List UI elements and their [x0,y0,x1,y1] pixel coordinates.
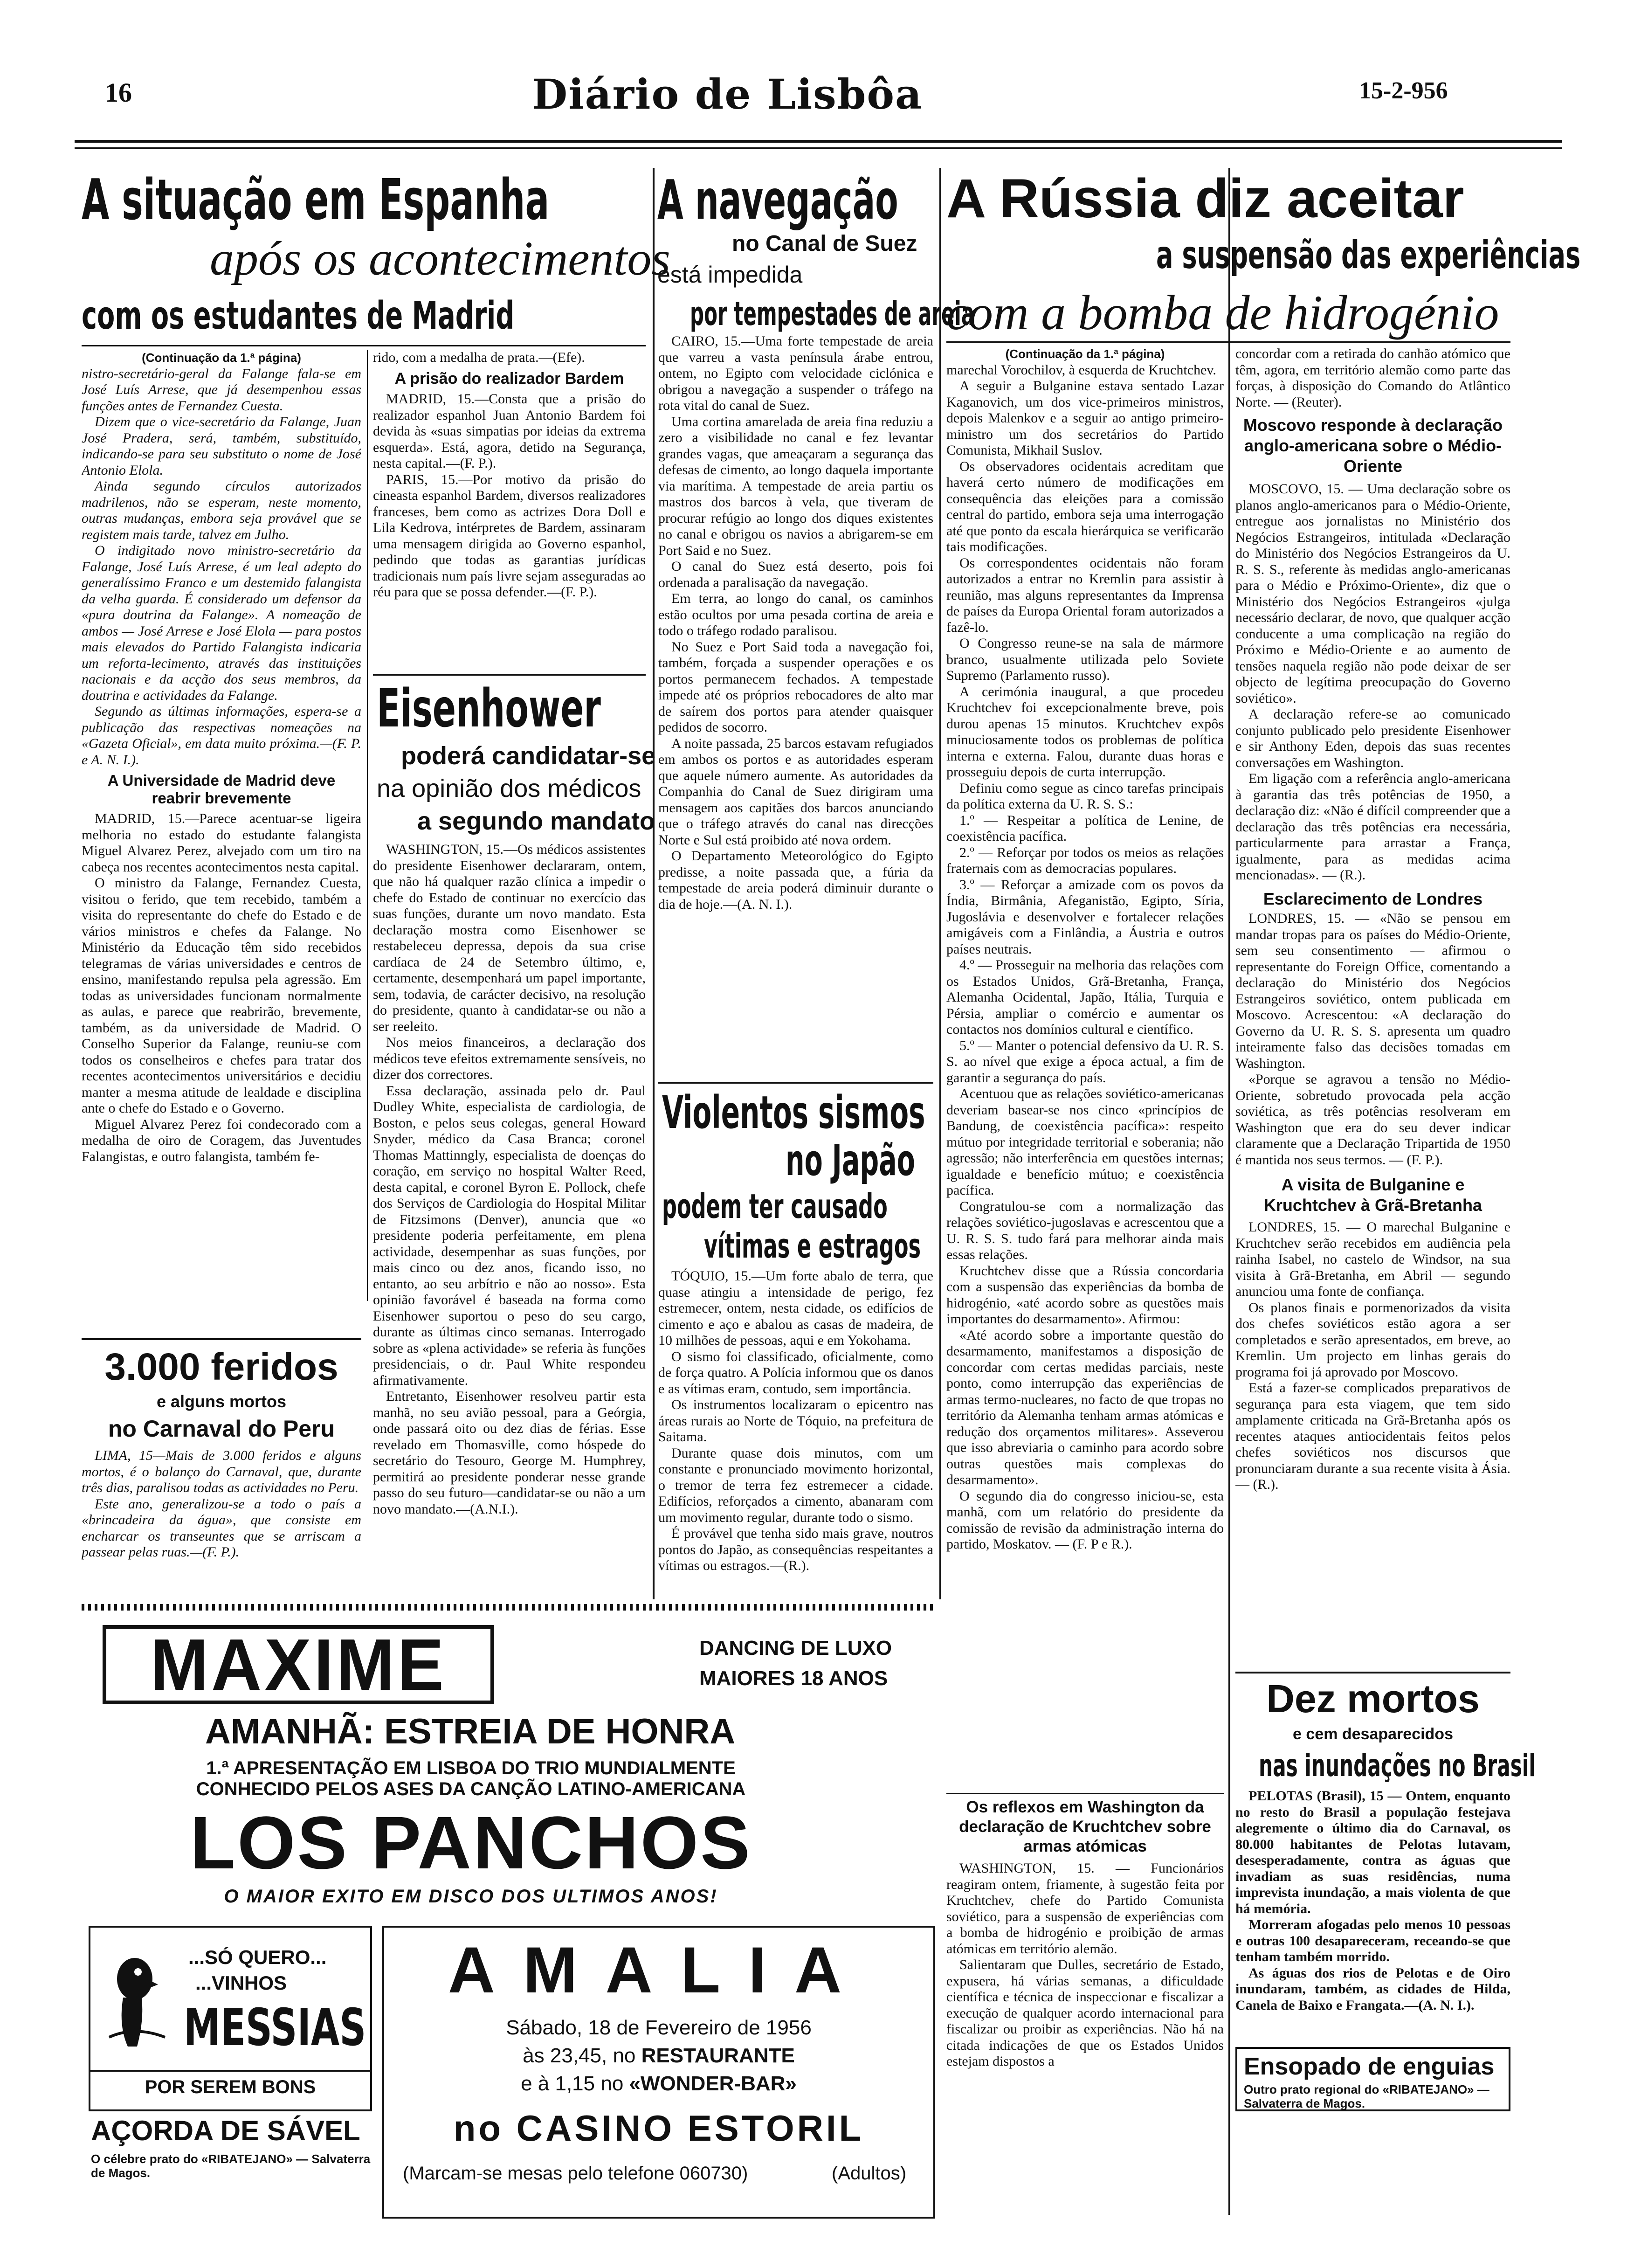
maxime-logo: MAXIME [150,1623,447,1706]
amalia-date: Sábado, 18 de Fevereiro de 1956 [506,2016,812,2039]
spain-title-2: após os acontecimentos [210,232,670,285]
continuation-note: (Continuação da 1.ª página) [142,351,301,365]
spain-column-1 [82,350,361,1306]
paragraph: Morreram afogadas pelo menos 10 pessoas e outras 100 desapareceram, receando-se que tenham também morrido. [1235,1917,1510,1964]
paragraph: O Departamento Meteorológico do Egipto predisse, a noite passada que, a fúria da tempestade de areia poderá diminuir durante o dia de hoje.—(A. N. I.). [658,848,933,912]
paragraph: Segundo as últimas informações, espera-se a publicação das respectivas nomeações na «Gazeta Oficial», em data muito próxima.—(F. P. e A. N. I.). [82,704,361,768]
eisenhower-body [373,842,646,1590]
paragraph: O ministro da Falange, Fernandez Cuesta, visitou o ferido, que tem recebido, também a visita do representante do chefe do Estado e de vários ministros e chefes da Falange. No Ministério da Educação têm sido recebidos telegramas de várias universidades e centros de ensino, manifestando repulsa pela agressão. Em todas as universidades funcionam normalmente as aulas, e parece que reabrirão, brevemente, também, as da universidade de Madrid. O Conselho Superior da Falange, reuniu-se com todos os conselheiros e chefes para tratar dos recentes acontecimentos universitários e decidiu manter a mesma atitude de lealdade e disciplina ante o chefe do Estado e o Governo. [82,875,361,1116]
amalia-time-1-text: às 23,45, no [523,2044,636,2067]
paragraph: concordar com a retirada do canhão atómico que têm, agora, em território alemão como parte das forças, à disposição do Comando do Atlântico Norte. — (Reuter). [1235,346,1510,410]
moscow-subhead: Moscovo responde à declaração anglo-americana sobre o Médio-Oriente [1243,415,1503,476]
visit-subhead: A visita de Bulganine e Kruchtchev à Grã-Bretanha [1263,1175,1482,1215]
eisenhower-sub-2: na opinião dos médicos [377,774,641,802]
paragraph: WASHINGTON, 15.—Os médicos assistentes do presidente Eisenhower declararam, ontem, que não há qualquer razão clínica a impedir o chefe do Estado de continuar no exercício das suas funções, durante um novo mandato. Esta declaração mostra como Eisenhower se restabeleceu depressa, depois da sua crise cardíaca de 24 de Setembro último, e, certamente, desempenhará um papel importante, sem, todavia, de carácter decisivo, na resolução do presidente, quanto à candidatar-se ou não a ser reeleito. [373,842,646,1034]
paragraph: O sismo foi classificado, oficialmente, como de força quatro. A Polícia informou que os danos e as vítimas eram, contudo, sem importância. [658,1348,933,1397]
amalia-reserve: (Marcam-se mesas pelo telefone 060730) [403,2163,748,2184]
paragraph: marechal Vorochilov, à esquerda de Kruchtchev. [946,362,1216,378]
enguias-title: Ensopado de enguias [1244,2053,1495,2080]
paragraph: Kruchtchev disse que a Rússia concordaria com a suspensão das experiências da bomba de hidrogénio, «até acordo sobre as questões mais importantes do desarmamento». Afirmou: [946,1263,1224,1327]
messias-footer: POR SEREM BONS [145,2077,316,2097]
paragraph: O segundo dia do congresso iniciou-se, esta manhã, com um relatório do presidente da comissão de revisão da administração interna do partido, Moskatov. — (F. P e R.). [946,1488,1224,1552]
paragraph: MOSCOVO, 15. — Uma declaração sobre os planos anglo-americanos para o Médio-Oriente, entregue aos jornalistas no Ministério dos Negócios Estrangeiros, intitulada «Declaração do Ministério dos Negócios Estrangeiros da U. R. S. S., referente às medidas anglo-americanas para o Médio e Próximo-Oriente», diz que o Ministério dos Negócios Estrangeiros «julga necessário declarar, de novo, que qualquer acção conducente a uma complicação na região do Próximo e Médio-Oriente e ao aumento de tensões naquela região não pode deixar de ser objecto de legítima preocupação do Governo soviético». [1235,481,1510,706]
paragraph: Ainda segundo círculos autorizados madrilenos, não se esperam, neste momento, outras mudanças, embora seja provável que se registem mais tarde, talvez em Julho. [82,478,361,542]
paragraph: 5.º — Manter o potencial defensivo da U. R. S. S. ao nível que exige a época actual, a fim de garantir a segurança do país. [946,1037,1224,1086]
paragraph: Está a fazer-se complicados preparativos de segurança para esta viagem, que tem sido amplamente criticada na Grã-Bretanha após os recentes ataques antiocidentais feitos pelos chefes soviéticos nos discursos que pronunciaram durante a sua recente visita à Ásia. — (R.). [1235,1380,1510,1492]
brazil-body [1235,1788,1510,2042]
amalia-casino: no CASINO ESTORIL [453,2108,864,2149]
russia-title-1: A Rússia diz aceitar [946,168,1464,229]
japan-title-2: no Japão [786,1135,915,1185]
amalia-adults: (Adultos) [832,2163,907,2184]
japan-sub-2: vítimas e estragos [704,1226,921,1265]
paragraph: LONDRES, 15. — O marechal Bulganine e Kruchtchev serão recebidos em audiência pela rainha Isabel, no castelo de Windsor, na sua visita à Grã-Bretanha, em Abril — segundo anunciou uma fonte de confiança. [1235,1219,1510,1299]
maxime-premiere: AMANHÃ: ESTREIA DE HONRA [205,1712,736,1751]
header-rule [75,140,1562,143]
brazil-sub-1: e cem desaparecidos [1293,1725,1453,1743]
amalia-name: AMALIA [448,1933,870,2006]
peru-title: 3.000 feridos [104,1346,338,1388]
peru-sub-2: no Carnaval do Peru [108,1416,335,1442]
paragraph: Acentuou que as relações soviético-americanas deveriam basear-se nos cinco «princípios de Bandung, de coexistência pacífica»: respeito mútuo por integridade territorial e soberania; não agressão; não interferência em questões internas; igualdade e benefício mútuo; e coexistência pacífica. [946,1086,1224,1198]
paragraph: PELOTAS (Brasil), 15 — Ontem, enquanto no resto do Brasil a população festejava alegremente o último dia do Carnaval, os 80.000 habitantes de Pelotas lutavam, desesperadamente, contra as águas que invadiam as suas residências, numa imprevista inundação, a mais violenta de que há memória. [1235,1788,1510,1916]
rule [82,1338,361,1340]
paragraph: «Até acordo sobre a importante questão do desarmamento, manifestamos a disposição de concordar com certas medidas parciais, neste ponto, como interrupção das experiências de armas termo-nucleares, no facto de que tropas no território da Alemanha tenham armas atómicas e redução dos orçamentos militares». Asseverou que isso abreviaria o caminho para acordo sobre outras questões mais complexas do desarmamento». [946,1327,1224,1487]
suez-sub-1: no Canal de Suez [732,231,917,256]
paragraph: As águas dos rios de Pelotas e de Oiro inundaram, também, as cidades de Hilda, Canela de Baixo e Frangata.—(A. N. I.). [1235,1965,1510,2013]
paragraph: No Suez e Port Said toda a navegação foi, também, forçada a suspender operações e os portos permanecem fechados. A tempestade impede até os próprios rebocadores de alto mar de saírem dos portos para atender quaisquer pedidos de socorro. [658,639,933,735]
continuation-note: (Continuação da 1.ª página) [1005,347,1165,361]
amalia-time-2 [384,2072,933,2095]
parrot-icon [100,1946,170,2049]
rule [946,1793,1224,1794]
paragraph: Em terra, ao longo do canal, os caminhos estão ocultos por uma pesada cortina de areia e todo o tráfego rodado paralisou. [658,591,933,638]
messias-line-1: ...SÓ QUERO... [188,1946,327,1968]
page-date: 15-2-956 [1359,77,1448,104]
paragraph: Os correspondentes ocidentais não foram autorizados a entrar no Kremlin para assistir à reunião, mas alguns representantes da Imprensa de países da Europa Oriental foram autorizados a fazê-lo. [946,555,1224,635]
paragraph: Salientaram que Dulles, secretário de Estado, expusera, há várias semanas, a dificuldade científica e técnica de inspeccionar e fiscalizar a execução de qualquer acordo internacional para fiscalizar ou proibir as experiências. Não há na citada indicações de que os Estados Unidos estejam dispostos a [946,1957,1224,2069]
paragraph: Dizem que o vice-secretário da Falange, Juan José Pradera, será, também, substituído, indicando-se para seu substituto o nome de José Antonio Elola. [82,414,361,478]
brazil-sub-2: nas inundações no Brasil [1259,1748,1536,1784]
japan-body [658,1268,933,1590]
bardem-subhead: A prisão do realizador Bardem [394,369,624,387]
maxime-act: LOS PANCHOS [190,1801,752,1884]
paragraph: Nos meios financeiros, a declaração dos médicos teve efeitos extremamente sensíveis, no dizer dos correctores. [373,1035,646,1082]
univ-subhead: A Universidade de Madrid deve reabrir brevemente [107,772,336,807]
washington-subhead: Os reflexos em Washington da declaração de Kruchtchev sobre armas atómicas [959,1798,1211,1855]
messias-line-2: ...VINHOS [195,1972,287,1994]
column-divider [1228,168,1230,2215]
amalia-time-1 [384,2044,933,2067]
paragraph: Este ano, generalizou-se a todo o país a «brincadeira da água», que consiste em encharcar os transeuntes que se arriscam a passear pelas ruas.—(F. P.). [82,1496,361,1560]
savel-text: O célebre prato do «RIBATEJANO» — Salvaterra de Magos. [91,2152,371,2180]
paragraph: 4.º — Prosseguir na melhoria das relações com os Estados Unidos, Grã-Bretanha, França, Alemanha Ocidental, Japão, Itália, Turquia e Pérsia, ampliar o comércio e aumentar os contactos nos domínios cultural e científico. [946,957,1224,1037]
maxime-ad [98,1620,932,1909]
paragraph: rido, com a medalha de prata.—(Efe). [373,350,585,365]
spain-column-2 [373,350,646,639]
paragraph: Congratulou-se com a normalização das relações soviético-jugoslavas e acrescentou que a U. R. S. S. tudo fará para melhorar ainda mais essas relações. [946,1198,1224,1262]
russia-title-2: a suspensão das experiências [1156,233,1581,277]
rule [82,345,646,346]
rule [946,341,1510,343]
header-rule-thin [75,147,1562,149]
eisenhower-title: Eisenhower [377,678,601,739]
suez-sub-3: por tempestades de areia [690,295,975,333]
paragraph: Os planos finais e pormenorizados da visita dos chefes soviéticos estão agora a ser completados e serão apresentados, em breve, ao Kremlin. Um projecto em linhas gerais do programa foi já aprovado por Moscovo. [1235,1300,1510,1380]
paragraph: MADRID, 15.—Consta que a prisão do realizador espanhol Juan Antonio Bardem foi devida às «suas simpatias por ideias da extrema esquerda». Está, agora, detido na Segurança, nesta capital.—(F. P.). [373,391,646,471]
amalia-time-2-text: e à 1,15 no [521,2072,624,2095]
russia-column-2 [1235,346,1510,1666]
messias-brand: MESSIAS [184,1998,366,2057]
page-number: 16 [105,77,132,108]
spain-title-3: com os estudantes de Madrid [82,294,515,338]
peru-sub-1: e alguns mortos [156,1392,287,1411]
paragraph: nistro-secretário-geral da Falange fala-se em José Luís Arrese, que já desempenhou essas funções antes de Fernandez Cuesta. [82,366,361,414]
paragraph: CAIRO, 15.—Uma forte tempestade de areia que varreu a vasta península árabe entrou, ontem, no Egipto com velocidade ciclónica e obrigou a navegação a suspender o tráfego na rota vital do canal de Suez. [658,333,933,413]
ad-border-dots [82,1604,935,1611]
paragraph: 1.º — Respeitar a política de Lenine, de coexistência pacífica. [946,812,1224,844]
rule [373,674,646,676]
paragraph: PARIS, 15.—Por motivo da prisão do cineasta espanhol Bardem, diversos realizadores franceses, bem como as actrizes Dora Doll e Lila Kedrova, intérpretes de Bardem, assinaram uma mensagem dirigida ao Governo espanhol, pedindo que todas as garantias jurídicas tradicionais num país livre sejam asseguradas ao réu para que se possa defender.—(F. P.). [373,471,646,600]
paragraph: A seguir a Bulganine estava sentado Lazar Kaganovich, um dos vice-primeiros ministros, depois Malenkov e a seguir ao antigo primeiro-ministro um dos secretários do Partido Comunista, Mikhail Suslov. [946,378,1224,458]
brazil-title: Dez mortos [1266,1677,1480,1721]
maxime-desc-2: CONHECIDO PELOS ASES DA CANÇÃO LATINO-AMERICANA [196,1779,746,1799]
savel-title: AÇORDA DE SÁVEL [91,2115,360,2146]
paragraph: O Congresso reune-se na sala de mármore branco, usualmente utilizada pelo Soviete Supremo (Parlamento russo). [946,636,1224,683]
paragraph: A cerimónia inaugural, a que procedeu Kruchtchev foi excepcionalmente breve, pois durou apenas 15 minutos. Kruchtchev expôs minuciosamente todos os problemas de política interna e externa. Falou, durante duas horas e prosseguiu depois de curta interrupção. [946,684,1224,780]
london-subhead: Esclarecimento de Londres [1263,889,1483,908]
russia-column-1 [946,346,1224,1745]
enguias-ad [1235,2047,1510,2111]
rule [658,1082,933,1084]
paragraph: 2.º — Reforçar por todos os meios as relações fraternais com as democracias populares. [946,844,1224,876]
suez-title: A navegação [657,169,898,232]
maxime-logo-box [103,1625,494,1704]
paragraph: WASHINGTON, 15. — Funcionários reagiram ontem, friamente, à sugestão feita por Kruchtchev, chefe do Partido Comunista soviético, para a suspensão de experiências com a bomba de hidrogénio e proibição de armas atómicas em território alemão. [946,1860,1224,1957]
amalia-venue-1: RESTAURANTE [641,2044,795,2067]
maxime-tagline: O MAIOR EXITO EM DISCO DOS ULTIMOS ANOS! [224,1886,718,1907]
amalia-venue-2: «WONDER-BAR» [629,2072,797,2095]
paragraph: O canal do Suez está deserto, pois foi ordenada a paralisação da navegação. [658,559,933,590]
japan-title-1: Violentos sismos [662,1086,925,1139]
amalia-ad [382,1926,935,2219]
paragraph: Uma cortina amarelada de areia fina reduziu a zero a visibilidade no canal e fez levantar grandes vagas, que ameaçaram a segurança das defesas de cimento, ao longo daquela importante via marítima. A tempestade de areia partiu os mastros dos barcos à vela, que tiveram de procurar refúgio ao longo dos diques existentes no canal e obrigou os navios a abrigarem-se em Port Said e no Suez. [658,414,933,558]
enguias-text: Outro prato regional do «RIBATEJANO» — Salvaterra de Magos. [1244,2082,1489,2110]
paragraph: TÓQUIO, 15.—Um forte abalo de terra, que quase atingiu a intensidade de perigo, fez estremecer, ontem, nesta cidade, os edifícios de cimento e aço e abalou as casas de madeira, de 10 milhões de pessoas, aqui e em Yokohama. [658,1268,933,1348]
paragraph: «Porque se agravou a tensão no Médio-Oriente, sobretudo provocada pela acção soviética, as três potências resolveram em Washington que era do seu dever indicar claramente que a Declaração Tripartida de 1950 é mantida nos seus termos. — (F. P.). [1235,1072,1510,1168]
paragraph: Em ligação com a referência anglo-americana à garantia das três potências de 1950, a declaração diz: «Não é difícil compreender que a declaração das três potências era necessária, particularmente para arrastar a França, igualmente, para as medidas acima mencionadas». — (R.). [1235,771,1510,883]
column-divider [939,168,941,1599]
spain-title-1: A situação em Espanha [82,168,550,233]
paragraph: O indigitado novo ministro-secretário da Falange, José Luís Arrese, é um leal adepto do generalíssimo Franco e um destemido falangista da velha guarda. É considerado um defensor da «pura doutrina da Falange». A nomeação de ambos — José Arrese e José Elola — para postos mais elevados do Partido Falangista indicaria um reforta-lecimento, através das instituições nacionais e da acção dos seus membros, da doutrina e actividades da Falange. [82,543,361,703]
paragraph: 3.º — Reforçar a amizade com os povos da Índia, Birmânia, Afeganistão, Egipto, Síria, Jugoslávia e desenvolver e fortalecer relações amigáveis com a Finlândia, a Áustria e outros países neutrais. [946,877,1224,957]
washington-body [946,1860,1224,2215]
paragraph: Durante quase dois minutos, com um constante e pronunciado movimento horizontal, o tremor de terra fez estremecer a cidade. Edifícios, reforçados a cimento, abanaram com um movimento regular, durante todo o sismo. [658,1445,933,1525]
masthead: Diário de Lisbôa [531,70,923,118]
paragraph: LIMA, 15—Mais de 3.000 feridos e alguns mortos, é o balanço do Carnaval, que, durante três dias, paralisou todas as actividades no Peru. [82,1448,361,1495]
messias-ad [89,1926,372,2111]
rule [1235,1672,1510,1673]
paragraph: A noite passada, 25 barcos estavam refugiados em ambos os portos e as autoridades esperam que aquele número aumente. As autoridades da Companhia do Canal de Suez dirigiram uma mensagem aos capitães dos barcos anunciando que o tráfego através do canal nas direcções Norte e Sul está proibido até nova ordem. [658,735,933,848]
maxime-line-2: MAIORES 18 ANOS [699,1667,888,1690]
peru-body [82,1448,361,1597]
column-divider [653,168,655,1599]
paragraph: Os instrumentos localizaram o epicentro nas áreas rurais ao Norte de Tóquio, na prefeitura de Saitama. [658,1397,933,1445]
eisenhower-sub-3: a segundo mandato [417,807,655,835]
paragraph: A declaração refere-se ao comunicado conjunto publicado pelo presidente Eisenhower e sir Anthony Eden, depois das suas recentes conversações em Washington. [1235,706,1510,770]
paragraph: Essa declaração, assinada pelo dr. Paul Dudley White, especialista de cardiologia, de Boston, e pelos seus colegas, general Howard Snyder, médico da Casa Branca; coronel Thomas Mattinngly, especialista de doenças do coração, em serviço no hospital Walter Reed, desta capital, e coronel Byron E. Pollock, chefe dos Serviços de Cardiologia do Hospital Militar de Fitzsimons (Denver), anuncia que «o presidente poderia perfeitamente, em plena actividade, desempenhar as suas funções, por mais cinco ou dez anos, ficando isso, no entanto, ao seu arbítrio e não ao nosso». Esta opinião favorável é baseada na forma como Eisenhower suportou o peso do seu cargo, durante as últimas cinco semanas. Interrogado sobre as «plena actividade» se referia às funções presidenciais, o dr. Paul White respondeu afirmativamente. [373,1083,646,1388]
paragraph: Miguel Alvarez Perez foi condecorado com a medalha de oiro de Coragem, das Juventudes Falangistas, e outro falangista, também fe- [82,1116,361,1164]
eisenhower-sub-1: poderá candidatar-se [401,742,656,770]
rule [90,2070,370,2072]
paragraph: MADRID, 15.—Parece acentuar-se ligeira melhoria no estado do estudante falangista Miguel Alvarez Perez, alvejado com um tiro na cabeça nos recentes acontecimentos nesta capital. [82,811,361,875]
suez-body [658,333,933,1079]
paragraph: Entretanto, Eisenhower resolveu partir esta manhã, no seu avião pessoal, para a Geórgia, onde passará oito ou dez dias de férias. Esse revelado em Thomasville, como hóspede do secretário do Tesouro, George M. Humphrey, permitirá ao presidente ponderar nesse grande passo do seu futuro—candidatar-se ou não a um novo mandato.—(A.N.I.). [373,1389,646,1517]
paragraph: É provável que tenha sido mais grave, noutros pontos do Japão, as consequências respeitantes a vítimas ou estragos.—(R.). [658,1526,933,1573]
paragraph: LONDRES, 15. — «Não se pensou em mandar tropas para os países do Médio-Oriente, sem seu consentimento — afirmou o representante do Foreign Office, comentando a declaração do Ministério dos Negócios Estrangeiros soviético, ontem publicada em Moscovo. Acrescentou: «A declaração do Governo da U. R. S. S. apresenta um quadro inteiramente falso das decisões tomadas em Washington. [1235,911,1510,1071]
russia-title-3: com a bomba de hidrogénio [946,285,1499,340]
paragraph: Definiu como segue as cinco tarefas principais da política externa da U. R. S. S.: [946,780,1224,812]
maxime-line-1: DANCING DE LUXO [699,1637,892,1660]
column-divider [367,350,368,1301]
paragraph: Os observadores ocidentais acreditam que haverá certo número de modificações em consequência das eleições para a comissão central do partido, embora seja uma interrogação até que ponto da escala hierárquica se verificarão tais modificações. [946,458,1224,554]
japan-sub-1: podem ter causado [662,1187,888,1226]
suez-sub-2: está impedida [657,262,803,288]
maxime-desc-1: 1.ª APRESENTAÇÃO EM LISBOA DO TRIO MUNDIALMENTE [206,1758,736,1778]
